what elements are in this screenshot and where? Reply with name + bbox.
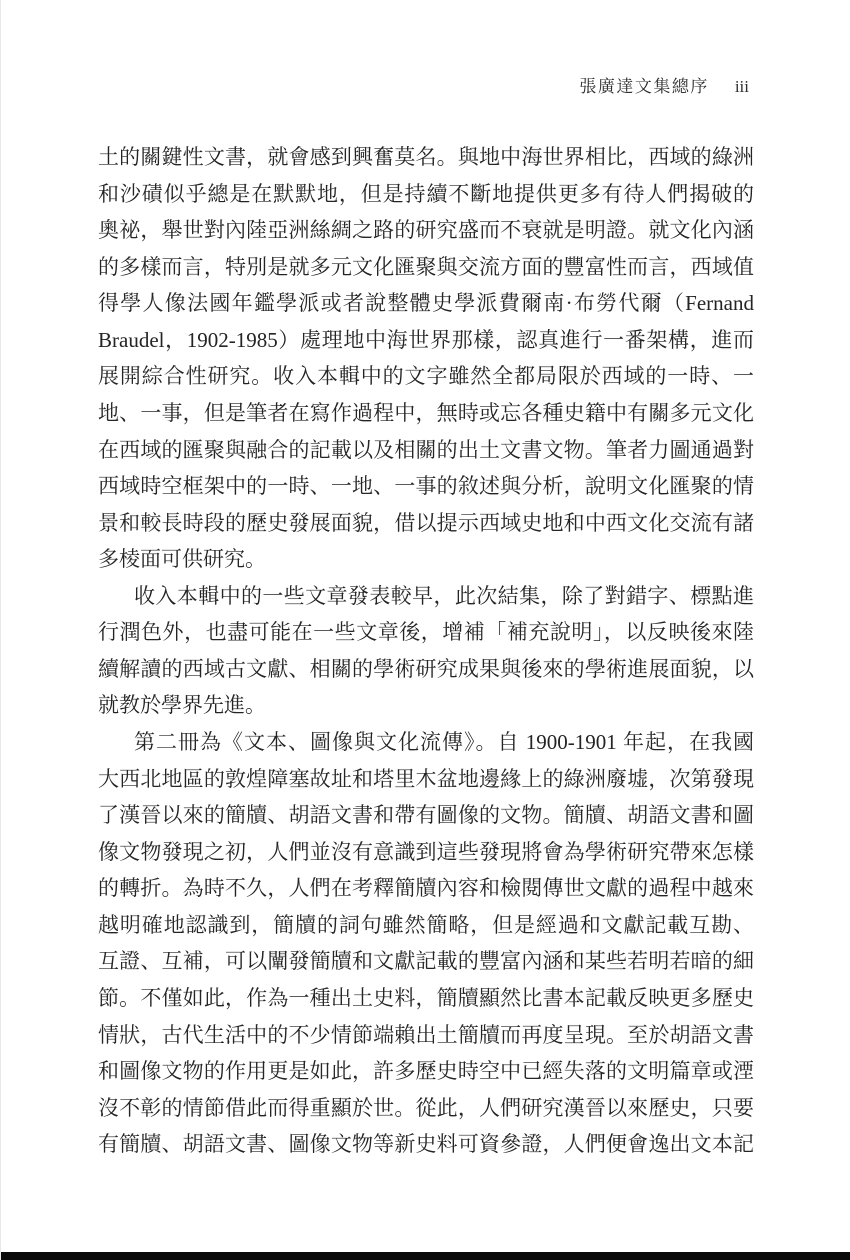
body-text [98, 139, 754, 1163]
text-line: 的轉折。為時不久，人們在考釋簡牘內容和檢閱傳世文獻的過程中越來 [98, 876, 754, 901]
text-line: 有簡牘、胡語文書、圖像文物等新史料可資參證，人們便會逸出文本記 [98, 1132, 754, 1157]
text-line: 大西北地區的敦煌障塞故址和塔里木盆地邊緣上的綠洲廢墟，次第發現 [98, 766, 754, 791]
text-line: 沒不彰的情節借此而得重顯於世。從此，人們研究漢晉以來歷史，只要 [98, 1095, 754, 1120]
text-line: 在西域的匯聚與融合的記載以及相關的出土文書文物。筆者力圖通過對 [98, 437, 754, 462]
text-line: 得學人像法國年鑑學派或者說整體史學派費爾南·布勞代爾（Fernand [98, 291, 754, 316]
text-line: 情狀，古代生活中的不少情節端賴出土簡牘而再度呈現。至於胡語文書 [98, 1022, 754, 1047]
running-header-title: 張廣達文集總序 [579, 77, 709, 96]
text-line: 展開綜合性研究。收入本輯中的文字雖然全都局限於西域的一時、一 [98, 364, 754, 389]
text-line: 互證、互補，可以闡發簡牘和文獻記載的豐富內涵和某些若明若暗的細 [98, 949, 754, 974]
text-line: Braudel，1902-1985）處理地中海世界那樣，認真進行一番架構，進而 [98, 327, 754, 352]
text-line: 地、一事，但是筆者在寫作過程中，無時或忘各種史籍中有關多元文化 [98, 400, 754, 425]
text-line: 越明確地認識到，簡牘的詞句雖然簡略，但是經過和文獻記載互勘、 [98, 912, 754, 937]
text-line: 節。不僅如此，作為一種出土史料，簡牘顯然比書本記載反映更多歷史 [98, 985, 754, 1010]
text-line: 續解讀的西域古文獻、相關的學術研究成果與後來的學術進展面貌，以 [98, 656, 754, 681]
text-line: 的多樣而言，特別是就多元文化匯聚與交流方面的豐富性而言，西域值 [98, 254, 754, 279]
page-number: iii [734, 77, 749, 96]
text-line: 西域時空框架中的一時、一地、一事的敘述與分析，說明文化匯聚的情 [98, 474, 754, 499]
text-line: 第二冊為《文本、圖像與文化流傳》。自 1900-1901 年起，在我國 [134, 730, 754, 754]
running-header [1, 72, 749, 97]
page-bottom-scan-bar [1, 1252, 850, 1260]
text-line: 和沙磧似乎總是在默默地，但是持續不斷地提供更多有待人們揭破的 [98, 181, 754, 206]
text-line: 奧祕，舉世對內陸亞洲絲綢之路的研究盛而不衰就是明證。就文化內涵 [98, 218, 754, 243]
text-line: 了漢晉以來的簡牘、胡語文書和帶有圖像的文物。簡牘、胡語文書和圖 [98, 803, 754, 828]
text-line: 行潤色外，也盡可能在一些文章後，增補「補充說明」，以反映後來陸 [98, 620, 754, 645]
text-line: 多棱面可供研究。 [98, 547, 266, 572]
text-line: 景和較長時段的歷史發展面貌，借以提示西域史地和中西文化交流有諸 [98, 510, 754, 535]
text-line: 收入本輯中的一些文章發表較早，此次結集，除了對錯字、標點進 [134, 583, 754, 608]
text-line: 土的關鍵性文書，就會感到興奮莫名。與地中海世界相比，西域的綠洲 [98, 145, 754, 169]
text-line: 和圖像文物的作用更是如此，許多歷史時空中已經失落的文明篇章或湮 [98, 1059, 754, 1084]
text-line: 像文物發現之初，人們並沒有意識到這些發現將會為學術研究帶來怎樣 [98, 839, 754, 864]
text-line: 就教於學界先進。 [98, 693, 266, 718]
